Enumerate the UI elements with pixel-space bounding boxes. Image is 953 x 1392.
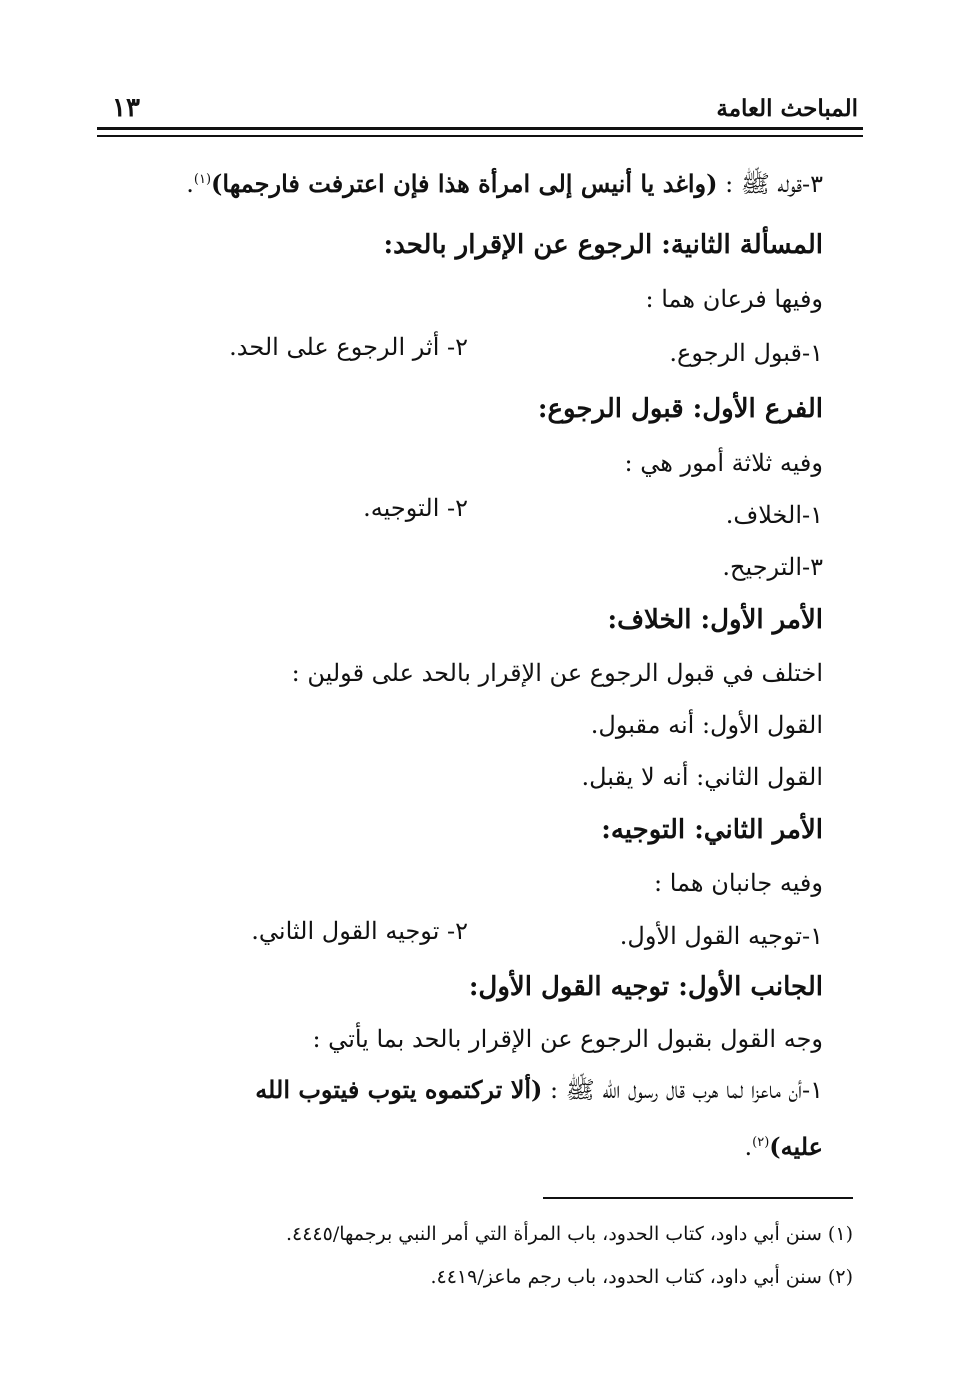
header-rule-thin <box>97 135 863 137</box>
footnote-1: (١) سنن أبي داود، كتاب الحدود، باب المرأة التي أمر النبي برجمها/٤٤٤٥. <box>285 1223 853 1245</box>
matters-intro: وفيه ثلاثة أمور هي : <box>624 449 823 477</box>
heading-matter-2: الأمر الثاني: التوجيه: <box>601 815 823 845</box>
branch-item-2: ٢- أثر الرجوع على الحد. <box>229 333 468 361</box>
hadith-quote: (واغد يا أنيس إلى امرأة هذا فإن اعترفت فارجمها) <box>211 169 718 198</box>
heading-aspect-1: الجانب الأول: توجيه القول الأول: <box>468 972 823 1002</box>
period: . <box>186 170 194 198</box>
aspect-item-1: ١-توجيه القول الأول. <box>619 922 823 950</box>
hadith-line-3 <box>100 163 823 201</box>
aspect-item-2: ٢- توجيه القول الثاني. <box>251 917 468 945</box>
reasoning-intro: وجه القول بقبول الرجوع عن الإقرار بالحد بما يأتي : <box>312 1025 823 1053</box>
branches-intro: وفيها فرعان هما : <box>645 285 823 313</box>
footnote-marker-1: (١) <box>193 172 212 187</box>
period: . <box>744 1133 753 1161</box>
footnote-marker-2: (٢) <box>752 1135 770 1150</box>
aspects-intro: وفيه جانبان هما : <box>654 869 823 897</box>
disagreement-text: اختلف في قبول الرجوع عن الإقرار بالحد على قولين : <box>291 659 823 687</box>
evidence-1-line-2 <box>100 1126 823 1164</box>
matter-item-2: ٢- التوجيه. <box>363 494 468 522</box>
heading-matter-1: الأمر الأول: الخلاف: <box>607 605 823 635</box>
hadith-quote-start: (ألا تركتموه يتوب فيتوب الله <box>255 1075 543 1104</box>
branch-item-1: ١-قبول الرجوع. <box>669 339 823 367</box>
heading-branch-1: الفرع الأول: قبول الرجوع: <box>537 394 823 424</box>
evidence-1-line-1 <box>100 1073 823 1107</box>
hadith-quote-end: عليه) <box>769 1132 823 1161</box>
matter-item-1: ١-الخلاف. <box>725 501 823 529</box>
evidence-intro: ١-أن ماعزا لما هرب قال رسول الله ﷺ : <box>542 1076 823 1104</box>
heading-masala-2: المسألة الثانية: الرجوع عن الإقرار بالحد: <box>383 230 823 260</box>
opinion-2: القول الثاني: أنه لا يقبل. <box>581 763 823 791</box>
matter-item-3: ٣-الترجيح. <box>722 553 823 581</box>
page-number: ١٣ <box>112 93 140 123</box>
opinion-1: القول الأول: أنه مقبول. <box>590 711 823 739</box>
hadith-intro: ٣-قوله ﷺ : <box>717 170 823 198</box>
running-header-title: المباحث العامة <box>716 95 858 122</box>
header-rule-thick <box>97 127 863 130</box>
footnote-2: (٢) سنن أبي داود، كتاب الحدود، باب رجم ماعز/٤٤١٩. <box>430 1266 853 1288</box>
footnote-separator <box>543 1197 853 1199</box>
